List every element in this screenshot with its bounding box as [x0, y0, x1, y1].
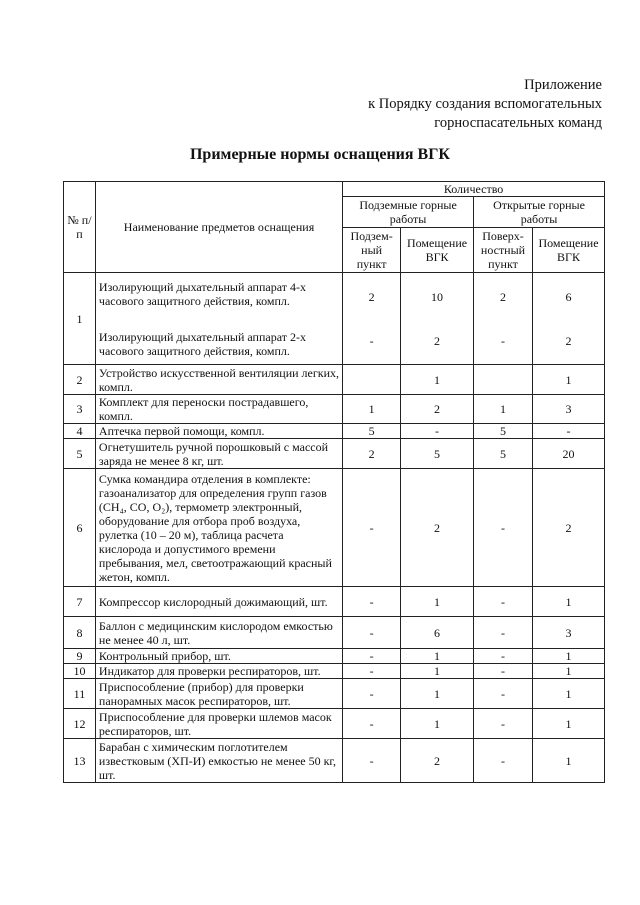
row-value-surface-point: - [474, 617, 533, 649]
row-value-underground-point: - [343, 617, 401, 649]
row-value-open-room: 3 [532, 395, 604, 424]
row-name: Баллон с медицинским кислородом емкостью не менее 40 л, шт. [95, 617, 342, 649]
row-value-open-room: 1 [532, 664, 604, 679]
row-value-open-room: 2 [532, 469, 604, 587]
row-number: 2 [64, 365, 96, 395]
appendix-line-1: Приложение [524, 77, 602, 93]
row-value-surface-point [474, 273, 533, 365]
row-value-underground-room: 1 [401, 587, 474, 617]
appendix-line-2: к Порядку создания вспомогательных [368, 96, 602, 112]
row-number: 6 [64, 469, 96, 587]
value-b: - [500, 333, 505, 348]
row-value-underground-point: - [343, 469, 401, 587]
table-row [64, 365, 605, 395]
row-value-surface-point: - [474, 469, 533, 587]
row-name: Компрессор кислородный дожимающий, шт. [95, 587, 342, 617]
row-value-underground-point: 1 [343, 395, 401, 424]
table-row [64, 664, 605, 679]
row-value-underground-point: - [343, 679, 401, 709]
value-b: 2 [565, 333, 572, 348]
row-value-surface-point: - [474, 649, 533, 664]
table-row [64, 469, 605, 587]
row-value-underground-room: 1 [401, 365, 474, 395]
row-number: 8 [64, 617, 96, 649]
row-value-open-room: 3 [532, 617, 604, 649]
row-value-underground-room: 5 [401, 439, 474, 469]
value-a: 2 [499, 289, 506, 304]
header-underground: Подземные горные работы [343, 197, 474, 228]
row-number: 1 [64, 273, 96, 365]
header-underground-point: Подзем-ный пункт [343, 228, 401, 273]
row-value-underground-point: - [343, 739, 401, 783]
row-name: Устройство искусственной вентиляции легких, компл. [95, 365, 342, 395]
row-value-open-room: 1 [532, 649, 604, 664]
row-value-underground-point: 2 [343, 439, 401, 469]
row-value-surface-point: - [474, 709, 533, 739]
table-row [64, 395, 605, 424]
row-value-underground-room: 1 [401, 664, 474, 679]
row-value-underground-point [343, 273, 401, 365]
row-value-open-room: 1 [532, 679, 604, 709]
row-value-open-room: 20 [532, 439, 604, 469]
row-number: 3 [64, 395, 96, 424]
value-a: 6 [565, 289, 572, 304]
header-underground-room: Помещение ВГК [401, 228, 474, 273]
row-number: 5 [64, 439, 96, 469]
row-name: Приспособление (прибор) для проверки панорамных масок респираторов, шт. [95, 679, 342, 709]
row-name: Контрольный прибор, шт. [95, 649, 342, 664]
value-b: 2 [434, 333, 441, 348]
appendix-block [262, 76, 602, 133]
row-value-surface-point: - [474, 587, 533, 617]
row-number: 11 [64, 679, 96, 709]
row-value-underground-point: - [343, 664, 401, 679]
value-b: - [369, 333, 374, 348]
row-number: 10 [64, 664, 96, 679]
row-name: Аптечка первой помощи, компл. [95, 424, 342, 439]
table-row [64, 273, 605, 365]
row-number: 9 [64, 649, 96, 664]
header-surface-point: Поверх-ностный пункт [474, 228, 533, 273]
row-name: Индикатор для проверки респираторов, шт. [95, 664, 342, 679]
row-name-part-a: Изолирующий дыхательный аппарат 4-х часового защитного действия, компл. [98, 279, 306, 308]
row-name: Огнетушитель ручной порошковый с массой заряда не менее 8 кг, шт. [95, 439, 342, 469]
value-a: 10 [431, 289, 444, 304]
row-value-underground-room: 2 [401, 469, 474, 587]
row-value-open-room: 1 [532, 587, 604, 617]
row-value-underground-room: 1 [401, 649, 474, 664]
header-open-room: Помещение ВГК [532, 228, 604, 273]
header-num: № п/п [64, 182, 96, 273]
table-row [64, 587, 605, 617]
row-value-underground-room [401, 273, 474, 365]
row-value-underground-point: 5 [343, 424, 401, 439]
row-value-underground-point [343, 365, 401, 395]
row-name: Сумка командира отделения в комплекте: газоанализатор для определения групп газов (CH₄, CO, O₂), термометр электронный, оборудование для отбора проб воздуха, рулетка (10 – 20 м), таблица расчета кислорода и допустимого времени пребывания, мел, светоотражающий красный жетон, компл. [95, 469, 342, 587]
row-value-underground-room: 2 [401, 739, 474, 783]
row-value-open-room: 1 [532, 709, 604, 739]
row-value-underground-room: 6 [401, 617, 474, 649]
row-value-underground-room: 2 [401, 395, 474, 424]
row-name: Приспособление для проверки шлемов масок респираторов, шт. [95, 709, 342, 739]
row-name-part-b: Изолирующий дыхательный аппарат 2-х часового защитного действия, компл. [98, 329, 306, 358]
row-value-open-room: 1 [532, 739, 604, 783]
row-number: 4 [64, 424, 96, 439]
row-value-underground-point: - [343, 649, 401, 664]
row-name: Комплект для переноски пострадавшего, компл. [95, 395, 342, 424]
row-value-surface-point: 1 [474, 395, 533, 424]
row-value-underground-point: - [343, 587, 401, 617]
table-row [64, 649, 605, 664]
row-value-surface-point: - [474, 739, 533, 783]
row-name: Барабан с химическим поглотителем известковым (ХП-И) емкостью не менее 50 кг, шт. [95, 739, 342, 783]
row-number: 13 [64, 739, 96, 783]
table-row [64, 739, 605, 783]
row-value-open-room: 1 [532, 365, 604, 395]
row-value-underground-room: 1 [401, 679, 474, 709]
table-row [64, 424, 605, 439]
table-row [64, 709, 605, 739]
page-title: Примерные нормы оснащения ВГК [189, 146, 450, 163]
header-quantity: Количество [343, 182, 605, 197]
row-value-surface-point: - [474, 664, 533, 679]
row-value-underground-point: - [343, 709, 401, 739]
row-value-surface-point: - [474, 679, 533, 709]
table-row [64, 617, 605, 649]
table-row [64, 679, 605, 709]
row-number: 12 [64, 709, 96, 739]
header-open: Открытые горные работы [474, 197, 605, 228]
row-value-surface-point [474, 365, 533, 395]
row-name [95, 273, 342, 365]
header-name: Наименование предметов оснащения [95, 182, 342, 273]
row-number: 7 [64, 587, 96, 617]
appendix-line-3: горноспасательных команд [434, 115, 602, 131]
row-value-underground-room: 1 [401, 709, 474, 739]
row-value-open-room [532, 273, 604, 365]
table-row [64, 439, 605, 469]
row-value-surface-point: 5 [474, 439, 533, 469]
row-value-underground-room: - [401, 424, 474, 439]
value-a: 2 [368, 289, 375, 304]
row-value-surface-point: 5 [474, 424, 533, 439]
row-value-open-room: - [532, 424, 604, 439]
equipment-norms-table [63, 181, 605, 783]
